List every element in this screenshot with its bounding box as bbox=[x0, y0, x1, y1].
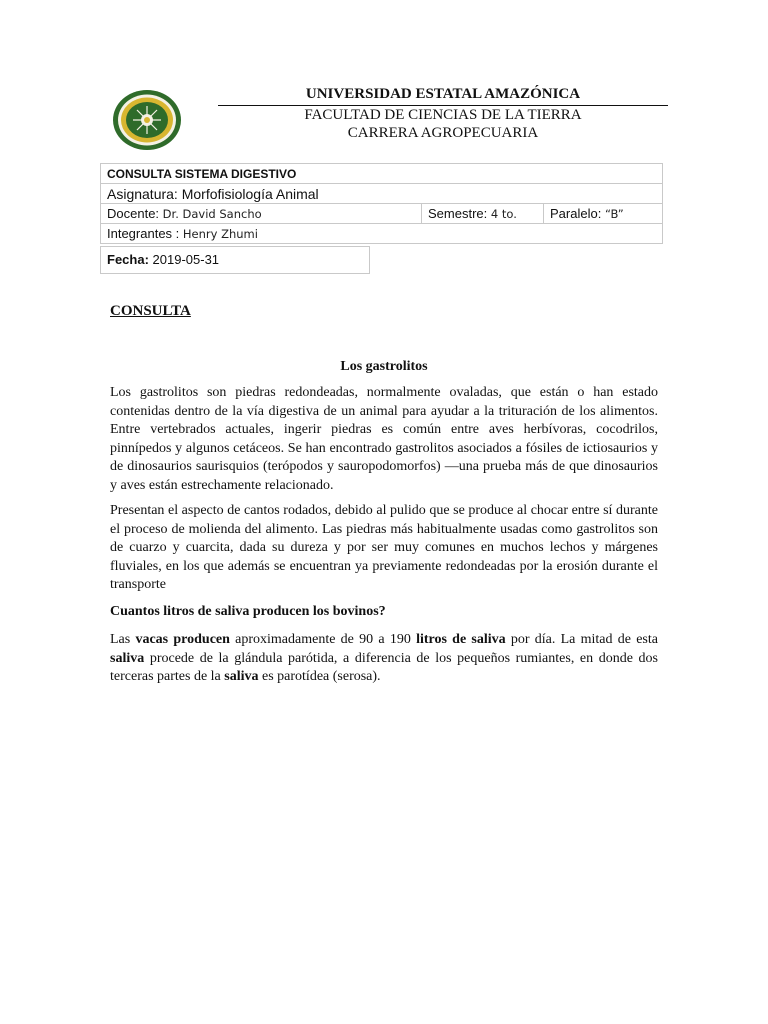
docente-cell bbox=[101, 204, 422, 224]
bold-run: saliva bbox=[224, 669, 259, 684]
career-name: CARRERA AGROPECUARIA bbox=[347, 125, 539, 141]
section-title: CONSULTA bbox=[110, 303, 191, 319]
docente-label: Docente: bbox=[107, 206, 160, 221]
semestre-value: 4 to. bbox=[490, 207, 517, 221]
text-run: por día. La mitad de esta bbox=[505, 632, 658, 647]
paralelo-value: “B” bbox=[604, 207, 624, 221]
bold-run: litros de saliva bbox=[416, 632, 506, 647]
gastrolitos-title: Los gastrolitos bbox=[340, 359, 428, 374]
paragraph-saliva bbox=[110, 631, 658, 687]
faculty-name: FACULTAD DE CIENCIAS DE LA TIERRA bbox=[304, 107, 582, 123]
bold-run: saliva bbox=[110, 650, 145, 666]
info-title-cell bbox=[101, 164, 663, 184]
document-header bbox=[218, 86, 668, 142]
info-table bbox=[100, 163, 663, 244]
university-seal-icon bbox=[111, 88, 183, 152]
fecha-label: Fecha: bbox=[107, 252, 149, 267]
university-name: UNIVERSIDAD ESTATAL AMAZÓNICA bbox=[218, 86, 668, 106]
text-run: es parotídea (serosa). bbox=[258, 669, 381, 684]
docente-value: Dr. David Sancho bbox=[162, 207, 262, 221]
fecha-value: 2019-05-31 bbox=[152, 252, 220, 267]
semestre-cell bbox=[422, 204, 544, 224]
info-title: CONSULTA SISTEMA DIGESTIVO bbox=[107, 167, 297, 181]
text-run: aproximadamente de 90 a 190 bbox=[229, 632, 417, 647]
semestre-label: Semestre: bbox=[428, 206, 488, 221]
asignatura-cell bbox=[101, 184, 663, 204]
integrantes-value: Henry Zhumi bbox=[182, 227, 258, 241]
fecha-cell bbox=[100, 246, 370, 274]
paralelo-cell bbox=[544, 204, 663, 224]
bold-run: vacas producen bbox=[135, 632, 230, 647]
asignatura-label: Asignatura: Morfofisiología Animal bbox=[107, 185, 319, 202]
text-run: Las bbox=[110, 632, 136, 647]
integrantes-label: Integrantes : bbox=[107, 226, 180, 241]
saliva-question: Cuantos litros de saliva producen los bovinos? bbox=[110, 604, 386, 619]
paragraph-gastrolitos-1: Los gastrolitos son piedras redondeadas, normalmente ovaladas, que están o han estado contenidas dentro de la vía digestiva de un animal para ayudar a la trituración de los alimentos. Entre vertebrados actuales, ingerir piedras es común entre aves herbívoras, cocodrilos, pinnípedos y algunos cetáceos. Se han encontrado gastrolitos asociados a fósiles de ictiosaurios y de dinosaurios saurisquios (terópodos y sauropodomorfos) —una prueba más de que dinosaurios y aves están estrechamente relacionado. bbox=[110, 385, 658, 493]
text-run: procede de la glándula parótida, a diferencia de los pequeños rumiantes, en donde dos terceras partes de la bbox=[110, 650, 658, 684]
paragraph-gastrolitos-2: Presentan el aspecto de cantos rodados, debido al pulido que se produce al chocar entre sí durante el proceso de molienda del alimento. Las piedras más habitualmente usadas como gastrolitos son de cuarzo y cuarcita, dada su dureza y por ser muy comunes en muchos lechos y márgenes fluviales, en los que además se encuentran ya previamente redondeadas por la erosión durante el transporte bbox=[110, 503, 658, 592]
paralelo-label: Paralelo: bbox=[550, 206, 602, 221]
integrantes-cell bbox=[101, 224, 663, 244]
